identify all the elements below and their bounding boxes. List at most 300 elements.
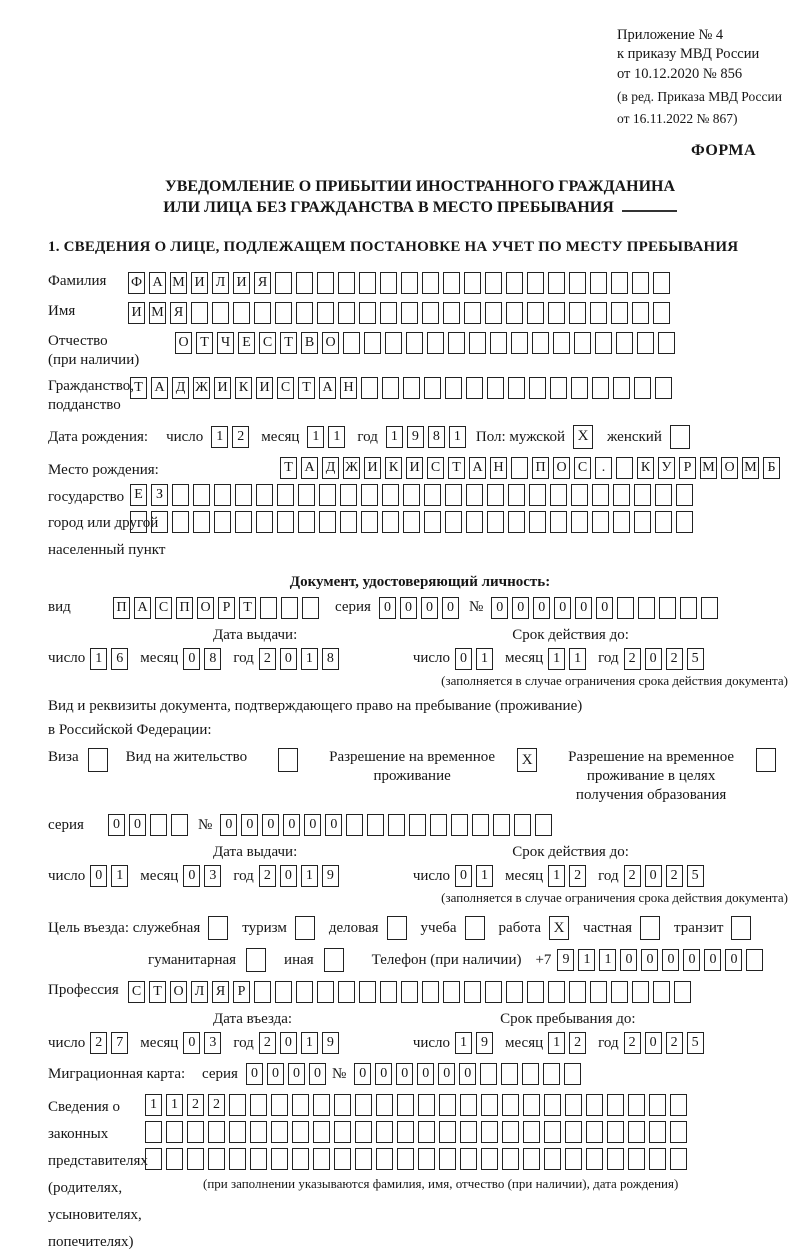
char-cell[interactable] [317,272,334,294]
char-cell[interactable] [214,484,231,506]
char-cell[interactable]: 8 [428,426,445,448]
char-cell[interactable] [355,1121,372,1143]
char-cell[interactable] [481,1148,498,1170]
stay-year-cells[interactable] [624,1032,708,1054]
char-cell[interactable] [361,377,378,399]
char-cell[interactable]: 0 [491,597,508,619]
residence-issue-day-cells[interactable] [90,865,132,887]
char-cell[interactable] [171,814,188,836]
char-cell[interactable] [592,377,609,399]
char-cell[interactable]: И [233,272,250,294]
char-cell[interactable] [586,1094,603,1116]
char-cell[interactable] [460,1148,477,1170]
representatives-row1-cells[interactable] [145,1094,691,1116]
char-cell[interactable] [493,814,510,836]
char-cell[interactable] [543,1063,560,1085]
char-cell[interactable]: Я [170,302,187,324]
purpose-humanitarian-checkbox[interactable] [246,948,270,972]
char-cell[interactable] [586,1121,603,1143]
char-cell[interactable]: Н [340,377,357,399]
char-cell[interactable] [313,1121,330,1143]
char-cell[interactable] [464,981,481,1003]
birth-place-row3-cells[interactable] [130,511,784,533]
char-cell[interactable]: 0 [262,814,279,836]
char-cell[interactable] [443,302,460,324]
char-cell[interactable] [343,332,360,354]
sex-female-checkbox[interactable] [670,425,694,449]
char-cell[interactable]: 1 [578,949,595,971]
char-cell[interactable]: X [517,748,537,772]
char-cell[interactable] [550,484,567,506]
char-cell[interactable]: 0 [455,865,472,887]
residence-expiry-month-cells[interactable] [548,865,590,887]
char-cell[interactable]: Ж [343,457,360,479]
char-cell[interactable]: С [277,377,294,399]
char-cell[interactable] [607,1094,624,1116]
char-cell[interactable]: 0 [683,949,700,971]
char-cell[interactable] [313,1148,330,1170]
char-cell[interactable] [511,332,528,354]
char-cell[interactable]: О [170,981,187,1003]
migration-card-series-cells[interactable] [246,1063,330,1085]
char-cell[interactable]: 2 [259,865,276,887]
char-cell[interactable]: 0 [396,1063,413,1085]
char-cell[interactable] [145,1148,162,1170]
char-cell[interactable]: К [385,457,402,479]
char-cell[interactable]: 0 [645,1032,662,1054]
char-cell[interactable] [617,597,634,619]
char-cell[interactable] [278,748,298,772]
char-cell[interactable] [529,484,546,506]
char-cell[interactable] [250,1121,267,1143]
purpose-business-checkbox[interactable] [387,916,411,940]
char-cell[interactable] [506,302,523,324]
char-cell[interactable] [235,511,252,533]
char-cell[interactable] [403,377,420,399]
char-cell[interactable]: 1 [211,426,228,448]
char-cell[interactable]: 1 [548,865,565,887]
char-cell[interactable] [676,484,693,506]
char-cell[interactable] [571,511,588,533]
surname-cells[interactable] [128,272,674,294]
char-cell[interactable] [634,511,651,533]
char-cell[interactable]: З [151,484,168,506]
phone-cells[interactable] [557,949,767,971]
char-cell[interactable]: О [553,457,570,479]
char-cell[interactable]: X [549,916,569,940]
char-cell[interactable]: П [113,597,130,619]
purpose-private-checkbox[interactable] [640,916,664,940]
char-cell[interactable] [317,981,334,1003]
char-cell[interactable] [388,814,405,836]
char-cell[interactable] [298,484,315,506]
char-cell[interactable] [548,272,565,294]
char-cell[interactable] [401,981,418,1003]
char-cell[interactable] [574,332,591,354]
char-cell[interactable] [480,1063,497,1085]
char-cell[interactable]: 1 [449,426,466,448]
char-cell[interactable] [382,484,399,506]
char-cell[interactable] [397,1094,414,1116]
char-cell[interactable] [595,332,612,354]
char-cell[interactable]: С [128,981,145,1003]
char-cell[interactable] [508,511,525,533]
char-cell[interactable] [208,916,228,940]
char-cell[interactable]: И [364,457,381,479]
char-cell[interactable] [569,302,586,324]
birth-month-cells[interactable] [307,426,349,448]
char-cell[interactable] [422,302,439,324]
char-cell[interactable] [382,511,399,533]
char-cell[interactable]: 0 [575,597,592,619]
char-cell[interactable] [443,981,460,1003]
char-cell[interactable] [532,332,549,354]
char-cell[interactable]: И [128,302,145,324]
char-cell[interactable]: 0 [596,597,613,619]
char-cell[interactable]: 1 [111,865,128,887]
char-cell[interactable]: 7 [111,1032,128,1054]
identity-issue-day-cells[interactable] [90,648,132,670]
char-cell[interactable] [296,302,313,324]
char-cell[interactable] [511,457,528,479]
char-cell[interactable] [634,484,651,506]
char-cell[interactable] [380,981,397,1003]
char-cell[interactable] [586,1148,603,1170]
char-cell[interactable] [670,1094,687,1116]
char-cell[interactable] [502,1148,519,1170]
char-cell[interactable] [275,302,292,324]
char-cell[interactable] [508,377,525,399]
char-cell[interactable] [334,1094,351,1116]
char-cell[interactable]: М [700,457,717,479]
char-cell[interactable]: 0 [304,814,321,836]
char-cell[interactable] [653,981,670,1003]
char-cell[interactable] [632,272,649,294]
char-cell[interactable] [424,377,441,399]
char-cell[interactable] [628,1148,645,1170]
char-cell[interactable]: В [301,332,318,354]
char-cell[interactable] [659,597,676,619]
char-cell[interactable] [319,511,336,533]
char-cell[interactable]: 0 [280,865,297,887]
char-cell[interactable] [88,748,108,772]
char-cell[interactable]: 0 [400,597,417,619]
char-cell[interactable] [424,511,441,533]
char-cell[interactable]: 2 [624,648,641,670]
char-cell[interactable]: 0 [183,648,200,670]
char-cell[interactable] [756,748,776,772]
char-cell[interactable] [466,511,483,533]
residence-expiry-year-cells[interactable] [624,865,708,887]
char-cell[interactable] [655,377,672,399]
char-cell[interactable]: Ф [128,272,145,294]
char-cell[interactable] [439,1121,456,1143]
char-cell[interactable] [485,302,502,324]
char-cell[interactable]: Р [679,457,696,479]
char-cell[interactable] [317,302,334,324]
char-cell[interactable] [465,916,485,940]
char-cell[interactable] [409,814,426,836]
char-cell[interactable] [565,1121,582,1143]
char-cell[interactable]: 0 [241,814,258,836]
char-cell[interactable] [611,981,628,1003]
char-cell[interactable]: Ч [217,332,234,354]
char-cell[interactable] [346,814,363,836]
char-cell[interactable] [397,1121,414,1143]
char-cell[interactable]: О [197,597,214,619]
char-cell[interactable]: 5 [687,1032,704,1054]
char-cell[interactable]: Т [196,332,213,354]
char-cell[interactable]: И [256,377,273,399]
entry-day-cells[interactable] [90,1032,132,1054]
identity-issue-year-cells[interactable] [259,648,343,670]
char-cell[interactable] [527,302,544,324]
char-cell[interactable] [670,1148,687,1170]
char-cell[interactable] [487,511,504,533]
char-cell[interactable] [649,1094,666,1116]
char-cell[interactable] [658,332,675,354]
char-cell[interactable] [324,948,344,972]
char-cell[interactable] [529,377,546,399]
char-cell[interactable] [334,1148,351,1170]
char-cell[interactable] [490,332,507,354]
char-cell[interactable]: 0 [90,865,107,887]
doc-number-cells[interactable] [491,597,722,619]
char-cell[interactable]: Т [239,597,256,619]
identity-expiry-month-cells[interactable] [548,648,590,670]
char-cell[interactable]: 1 [307,426,324,448]
migration-card-number-cells[interactable] [354,1063,585,1085]
char-cell[interactable] [187,1121,204,1143]
char-cell[interactable]: Т [130,377,147,399]
char-cell[interactable] [359,302,376,324]
char-cell[interactable] [191,302,208,324]
char-cell[interactable] [464,272,481,294]
char-cell[interactable]: 9 [557,949,574,971]
char-cell[interactable] [422,272,439,294]
char-cell[interactable]: О [175,332,192,354]
char-cell[interactable] [638,597,655,619]
char-cell[interactable]: 2 [90,1032,107,1054]
char-cell[interactable]: 0 [645,865,662,887]
char-cell[interactable] [439,1094,456,1116]
char-cell[interactable]: 2 [569,865,586,887]
char-cell[interactable] [481,1121,498,1143]
char-cell[interactable]: 0 [421,597,438,619]
char-cell[interactable] [334,1121,351,1143]
char-cell[interactable] [403,484,420,506]
char-cell[interactable]: П [532,457,549,479]
char-cell[interactable] [611,302,628,324]
char-cell[interactable] [401,272,418,294]
char-cell[interactable] [403,511,420,533]
char-cell[interactable] [637,332,654,354]
char-cell[interactable] [445,511,462,533]
char-cell[interactable]: 0 [455,648,472,670]
char-cell[interactable]: 0 [354,1063,371,1085]
doc-series-cells[interactable] [379,597,463,619]
char-cell[interactable]: 0 [309,1063,326,1085]
representatives-row2-cells[interactable] [145,1121,691,1143]
char-cell[interactable] [544,1121,561,1143]
char-cell[interactable] [676,511,693,533]
char-cell[interactable] [649,1148,666,1170]
char-cell[interactable] [564,1063,581,1085]
char-cell[interactable] [212,302,229,324]
char-cell[interactable] [292,1094,309,1116]
char-cell[interactable] [229,1121,246,1143]
char-cell[interactable]: С [155,597,172,619]
char-cell[interactable] [466,484,483,506]
char-cell[interactable]: 3 [204,865,221,887]
char-cell[interactable]: Л [212,272,229,294]
char-cell[interactable]: 9 [476,1032,493,1054]
char-cell[interactable]: 0 [725,949,742,971]
char-cell[interactable]: 3 [204,1032,221,1054]
char-cell[interactable]: 2 [624,865,641,887]
char-cell[interactable]: М [742,457,759,479]
visa-checkbox[interactable] [88,748,112,772]
char-cell[interactable] [193,484,210,506]
char-cell[interactable]: Т [280,332,297,354]
char-cell[interactable]: Л [191,981,208,1003]
char-cell[interactable] [166,1148,183,1170]
char-cell[interactable] [361,511,378,533]
char-cell[interactable]: 0 [438,1063,455,1085]
char-cell[interactable] [295,916,315,940]
char-cell[interactable] [460,1094,477,1116]
birth-place-row1-cells[interactable] [280,457,784,479]
char-cell[interactable] [214,511,231,533]
char-cell[interactable] [445,377,462,399]
char-cell[interactable] [460,1121,477,1143]
char-cell[interactable] [406,332,423,354]
char-cell[interactable] [430,814,447,836]
char-cell[interactable] [380,272,397,294]
char-cell[interactable] [649,1121,666,1143]
char-cell[interactable]: К [637,457,654,479]
char-cell[interactable] [607,1121,624,1143]
char-cell[interactable] [166,1121,183,1143]
char-cell[interactable]: А [151,377,168,399]
char-cell[interactable] [550,511,567,533]
residence-expiry-day-cells[interactable] [455,865,497,887]
char-cell[interactable]: Ж [193,377,210,399]
char-cell[interactable] [292,1121,309,1143]
char-cell[interactable] [233,302,250,324]
char-cell[interactable] [487,484,504,506]
char-cell[interactable]: 0 [246,1063,263,1085]
char-cell[interactable] [501,1063,518,1085]
char-cell[interactable] [523,1094,540,1116]
char-cell[interactable]: 2 [232,426,249,448]
char-cell[interactable] [680,597,697,619]
char-cell[interactable] [340,484,357,506]
char-cell[interactable]: Т [298,377,315,399]
char-cell[interactable] [550,377,567,399]
doc-kind-cells[interactable] [113,597,323,619]
char-cell[interactable] [359,272,376,294]
char-cell[interactable] [628,1094,645,1116]
char-cell[interactable]: 6 [111,648,128,670]
char-cell[interactable]: С [259,332,276,354]
char-cell[interactable] [338,302,355,324]
char-cell[interactable]: 8 [322,648,339,670]
char-cell[interactable] [565,1148,582,1170]
char-cell[interactable]: А [149,272,166,294]
char-cell[interactable] [464,302,481,324]
char-cell[interactable]: О [322,332,339,354]
char-cell[interactable] [150,814,167,836]
char-cell[interactable]: 0 [283,814,300,836]
purpose-tourism-checkbox[interactable] [295,916,319,940]
birth-day-cells[interactable] [211,426,253,448]
char-cell[interactable]: . [595,457,612,479]
char-cell[interactable] [613,511,630,533]
char-cell[interactable] [292,1148,309,1170]
char-cell[interactable]: 0 [288,1063,305,1085]
purpose-official-checkbox[interactable] [208,916,232,940]
char-cell[interactable] [281,597,298,619]
char-cell[interactable] [296,981,313,1003]
char-cell[interactable] [592,511,609,533]
stay-day-cells[interactable] [455,1032,497,1054]
char-cell[interactable] [445,484,462,506]
char-cell[interactable] [376,1121,393,1143]
char-cell[interactable]: М [170,272,187,294]
char-cell[interactable]: Е [130,484,147,506]
char-cell[interactable]: 1 [455,1032,472,1054]
char-cell[interactable]: Р [218,597,235,619]
char-cell[interactable] [355,1148,372,1170]
char-cell[interactable]: 1 [476,865,493,887]
char-cell[interactable]: Я [212,981,229,1003]
representatives-row3-cells[interactable] [145,1148,691,1170]
char-cell[interactable] [485,272,502,294]
char-cell[interactable]: Д [322,457,339,479]
char-cell[interactable] [466,377,483,399]
char-cell[interactable] [553,332,570,354]
char-cell[interactable] [527,981,544,1003]
char-cell[interactable]: 0 [662,949,679,971]
char-cell[interactable] [746,949,763,971]
char-cell[interactable] [655,484,672,506]
entry-year-cells[interactable] [259,1032,343,1054]
char-cell[interactable]: 1 [476,648,493,670]
char-cell[interactable] [256,484,273,506]
char-cell[interactable]: 5 [687,865,704,887]
char-cell[interactable] [522,1063,539,1085]
residence-series-cells[interactable] [108,814,192,836]
char-cell[interactable] [628,1121,645,1143]
char-cell[interactable] [208,1148,225,1170]
char-cell[interactable]: 1 [386,426,403,448]
char-cell[interactable]: 0 [533,597,550,619]
char-cell[interactable] [514,814,531,836]
char-cell[interactable] [271,1094,288,1116]
char-cell[interactable]: Б [763,457,780,479]
char-cell[interactable] [397,1148,414,1170]
char-cell[interactable] [296,272,313,294]
citizenship-cells[interactable] [130,377,676,399]
char-cell[interactable]: 2 [259,1032,276,1054]
char-cell[interactable]: 9 [322,865,339,887]
char-cell[interactable] [385,332,402,354]
char-cell[interactable]: 2 [187,1094,204,1116]
char-cell[interactable] [302,597,319,619]
identity-issue-month-cells[interactable] [183,648,225,670]
char-cell[interactable] [590,981,607,1003]
